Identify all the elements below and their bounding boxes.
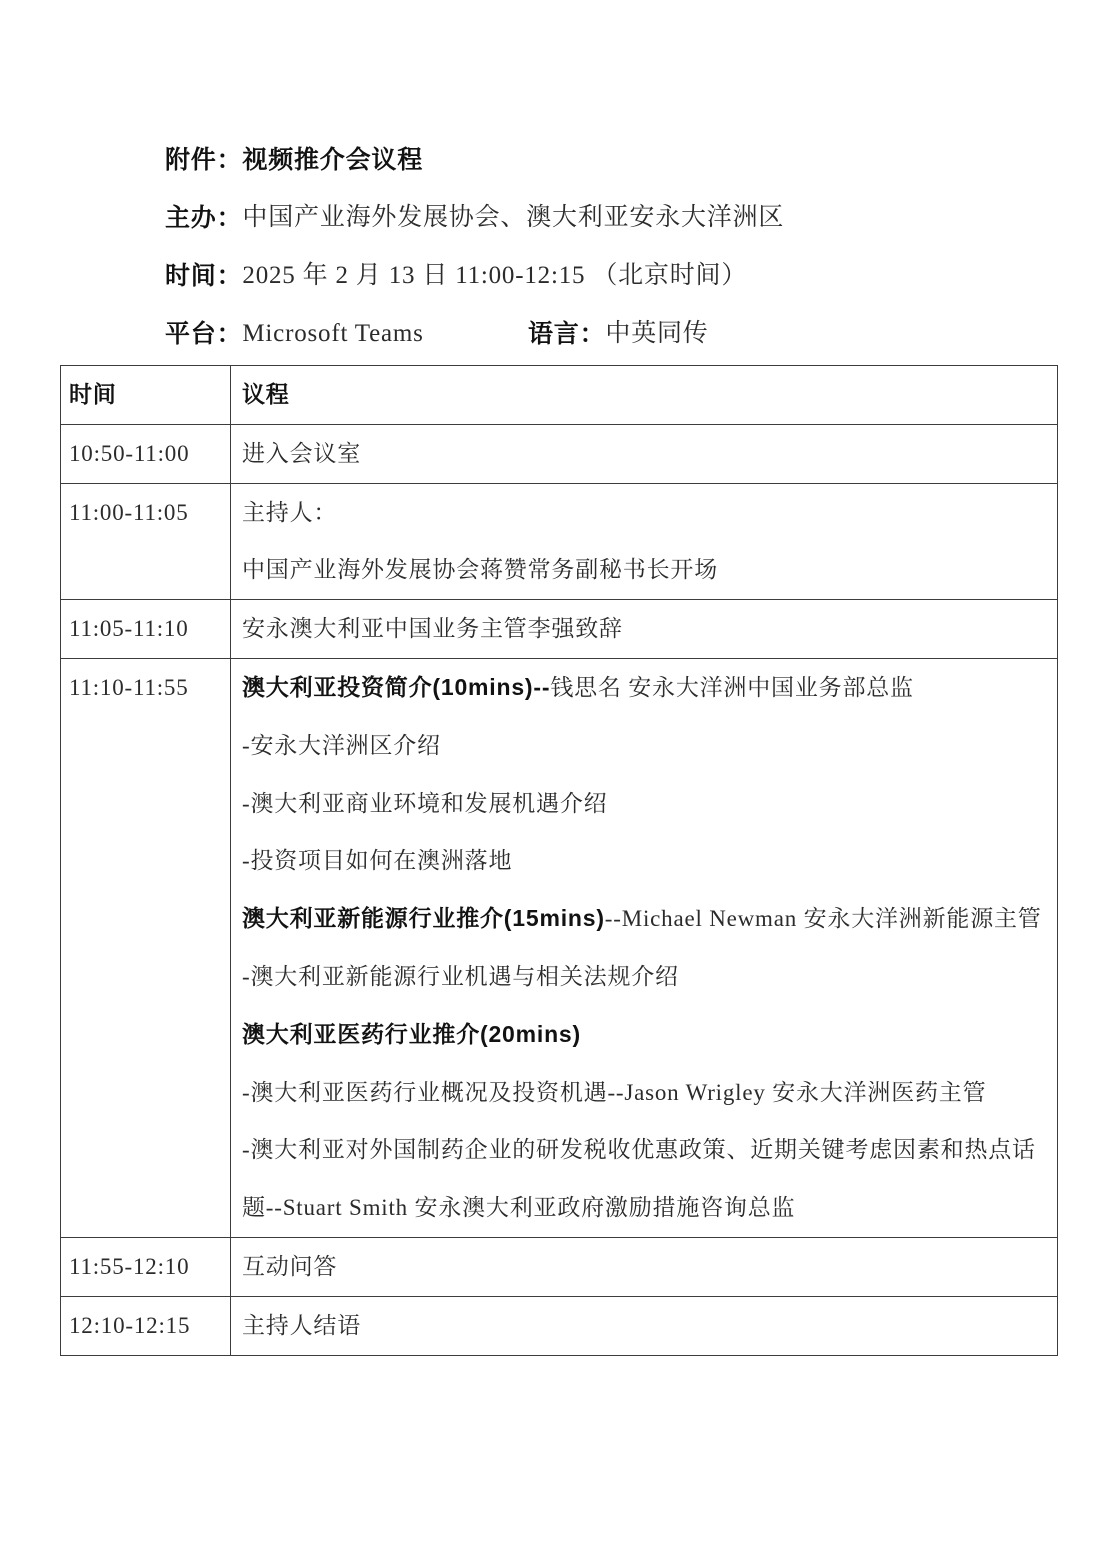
document-header <box>165 131 784 363</box>
agenda-line <box>242 600 1057 658</box>
agenda-line <box>242 659 1057 717</box>
agenda-line-text: -澳大利亚新能源行业机遇与相关法规介绍 <box>242 963 679 989</box>
table-row <box>61 1237 1058 1296</box>
agenda-line <box>242 484 1057 542</box>
agenda-line <box>242 1179 1057 1237</box>
platform-language-line <box>165 305 784 363</box>
agenda-line <box>242 717 1057 775</box>
agenda-cell <box>231 658 1058 1237</box>
column-header-agenda-label: 议程 <box>242 381 290 407</box>
agenda-table <box>60 365 1058 1356</box>
agenda-cell <box>231 483 1058 600</box>
agenda-cell <box>231 1237 1058 1296</box>
title-line <box>165 131 784 189</box>
time-cell <box>61 1296 231 1355</box>
language-label: 语言： <box>528 320 606 348</box>
agenda-line-text: -投资项目如何在澳洲落地 <box>242 848 513 874</box>
platform-value: Microsoft Teams <box>242 320 424 347</box>
time-cell <box>61 483 231 600</box>
column-header-agenda <box>231 366 1058 425</box>
agenda-line-bold: 澳大利亚新能源行业推介(15mins) <box>242 905 605 932</box>
table-row <box>61 483 1058 600</box>
host-value: 中国产业海外发展协会、澳大利亚安永大洋洲区 <box>242 204 785 231</box>
agenda-line-text: 互动问答 <box>242 1253 338 1279</box>
language-value: 中英同传 <box>605 320 709 347</box>
agenda-line <box>242 541 1057 599</box>
event-time-value: 2025 年 2 月 13 日 11:00-12:15 （北京时间） <box>242 262 748 289</box>
agenda-line <box>242 1297 1057 1355</box>
agenda-line-text: 进入会议室 <box>242 440 361 466</box>
agenda-line-text: -澳大利亚商业环境和发展机遇介绍 <box>242 790 608 816</box>
agenda-line <box>242 425 1057 483</box>
agenda-line-text: 主持人结语 <box>242 1312 361 1338</box>
time-slot: 11:55-12:10 <box>69 1253 190 1279</box>
host-label: 主办： <box>165 204 243 232</box>
time-slot: 10:50-11:00 <box>69 440 190 466</box>
agenda-line <box>242 1006 1057 1064</box>
agenda-line-text: 题--Stuart Smith 安永澳大利亚政府激励措施咨询总监 <box>242 1195 796 1221</box>
agenda-line <box>242 1121 1057 1179</box>
agenda-line-text: 钱思名 安永大洋洲中国业务部总监 <box>550 674 914 700</box>
event-time-line <box>165 247 784 305</box>
agenda-line <box>242 1064 1057 1122</box>
platform-group <box>165 305 528 363</box>
table-row <box>61 424 1058 483</box>
time-slot: 11:05-11:10 <box>69 616 189 642</box>
event-time-label: 时间： <box>165 262 243 290</box>
agenda-line <box>242 775 1057 833</box>
agenda-cell <box>231 1296 1058 1355</box>
agenda-cell <box>231 424 1058 483</box>
time-slot: 12:10-12:15 <box>69 1312 191 1338</box>
table-header-row <box>61 366 1058 425</box>
agenda-line <box>242 948 1057 1006</box>
time-slot: 11:10-11:55 <box>69 674 189 700</box>
agenda-line-text: 中国产业海外发展协会蒋赞常务副秘书长开场 <box>242 557 718 583</box>
agenda-line <box>242 832 1057 890</box>
platform-label: 平台： <box>165 320 243 348</box>
table-row <box>61 658 1058 1237</box>
table-row <box>61 1296 1058 1355</box>
time-cell <box>61 1237 231 1296</box>
time-cell <box>61 600 231 659</box>
column-header-time <box>61 366 231 425</box>
host-line <box>165 189 784 247</box>
time-slot: 11:00-11:05 <box>69 499 189 525</box>
agenda-line-text: --Michael Newman 安永大洋洲新能源主管 <box>604 906 1042 932</box>
agenda-line-bold: 澳大利亚投资简介(10mins)-- <box>242 673 551 700</box>
agenda-line-text: -澳大利亚医药行业概况及投资机遇--Jason Wrigley 安永大洋洲医药主管 <box>242 1079 987 1105</box>
agenda-line-text: -安永大洋洲区介绍 <box>242 732 441 758</box>
time-cell <box>61 424 231 483</box>
agenda-line-text: 安永澳大利亚中国业务主管李强致辞 <box>242 616 623 642</box>
agenda-cell <box>231 600 1058 659</box>
agenda-line-text: -澳大利亚对外国制药企业的研发税收优惠政策、近期关键考虑因素和热点话 <box>242 1137 1036 1163</box>
agenda-line-bold: 澳大利亚医药行业推介(20mins) <box>242 1020 581 1047</box>
agenda-line <box>242 1238 1057 1296</box>
table-row <box>61 600 1058 659</box>
agenda-line-text: 主持人： <box>242 499 338 525</box>
agenda-line <box>242 890 1057 948</box>
column-header-time-label: 时间 <box>69 381 117 407</box>
attachment-title: 附件：视频推介会议程 <box>165 146 424 174</box>
time-cell <box>61 658 231 1237</box>
